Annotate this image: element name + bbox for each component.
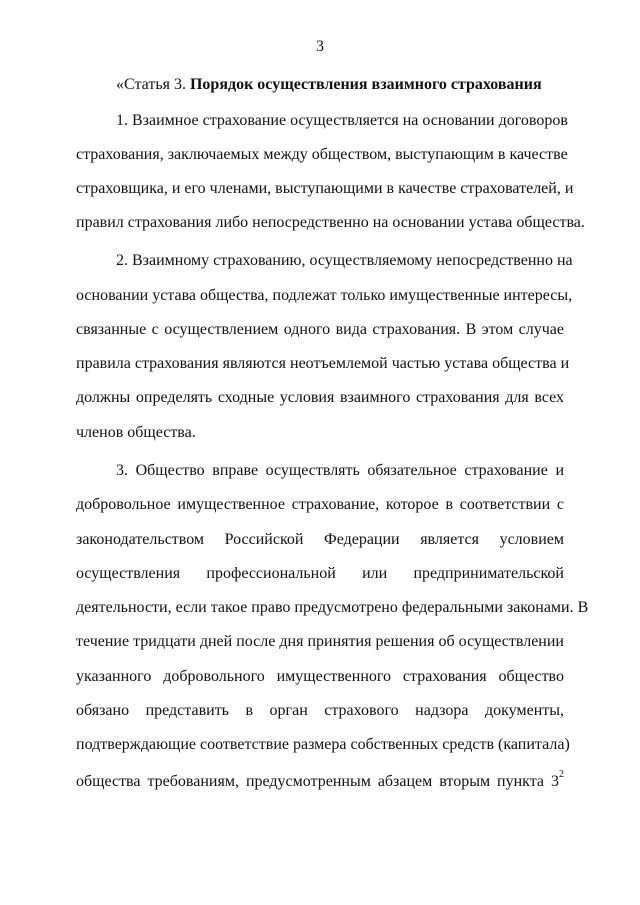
paragraph-3-line: обязано представить в орган страхового надзора документы, [76, 702, 564, 719]
paragraph-3-line: 3. Общество вправе осуществлять обязательное страхование и [116, 462, 564, 479]
paragraph-2-line: основании устава общества, подлежат только имущественные интересы, [76, 287, 573, 304]
paragraph-3-line: указанного добровольного имущественного страхования общество [76, 668, 564, 685]
paragraph-3-line-text: общества требованиям, предусмотренным абзацем вторым пункта 3 [76, 773, 559, 790]
paragraph-2-line: должны определять сходные условия взаимного страхования для всех [76, 389, 564, 406]
article-title: Порядок осуществления взаимного страхования [189, 76, 542, 93]
paragraph-1-line: правил страхования либо непосредственно на основании устава общества. [76, 214, 585, 231]
paragraph-1-line: страхования, заключаемых между обществом, выступающим в качестве [76, 146, 568, 163]
paragraph-1-line: 1. Взаимное страхование осуществляется на основании договоров [116, 112, 568, 129]
article-number: «Статья 3. [116, 76, 190, 93]
article-heading [116, 76, 542, 94]
paragraph-3-line: осуществления профессиональной или предпринимательской [76, 565, 564, 582]
superscript: 2 [559, 768, 564, 780]
paragraph-2-line: членов общества. [76, 424, 196, 441]
paragraph-3-line: законодательством Российской Федерации является условием [76, 531, 564, 548]
paragraph-3-line: деятельности, если такое право предусмотрено федеральными законами. В [76, 599, 589, 616]
paragraph-2-line: правила страхования являются неотъемлемой частью устава общества и [76, 355, 570, 372]
paragraph-1-line: страховщика, и его членами, выступающими в качестве страхователей, и [76, 180, 574, 197]
page-number: 3 [316, 38, 324, 55]
paragraph-2-line: связанные с осуществлением одного вида страхования. В этом случае [76, 321, 564, 338]
paragraph-3-line: подтверждающие соответствие размера собственных средств (капитала) [76, 736, 570, 753]
paragraph-3-line: добровольное имущественное страхование, которое в соответствии с [76, 496, 564, 513]
paragraph-3-last-line [76, 768, 564, 791]
paragraph-2-line: 2. Взаимному страхованию, осуществляемому непосредственно на [116, 252, 573, 269]
paragraph-3-line: течение тридцати дней после дня принятия решения об осуществлении [76, 633, 564, 650]
